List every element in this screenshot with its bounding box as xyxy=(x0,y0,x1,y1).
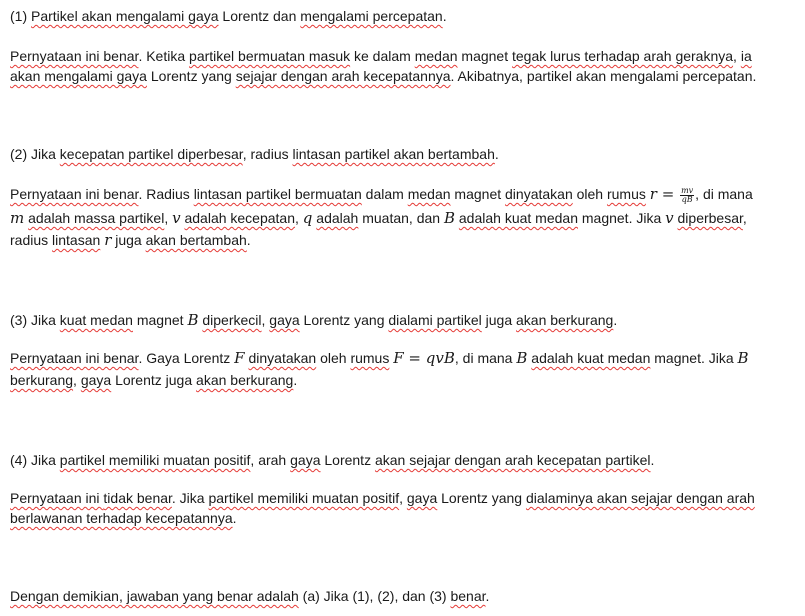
statement-4-explanation-line-1: Pernyataan ini tidak benar. Jika partikel memiliki muatan positif, gaya Lorentz yang dialaminya akan sejajar dengan arah xyxy=(10,490,755,506)
statement-4-explanation-line-2: berlawanan terhadap kecepatannya. xyxy=(10,510,237,526)
statement-2-explanation-line-1: Pernyataan ini benar. Radius lintasan partikel bermuatan dalam medan magnet dinyatakan oleh rumus r = $\frac{mv}{qB}$ , di mana xyxy=(10,185,753,204)
conclusion: Dengan demikian, jawaban yang benar adalah (a) Jika (1), (2), dan (3) benar. xyxy=(10,588,490,604)
statement-2-explanation-line-3: radius lintasan r juga akan bertambah. xyxy=(10,231,251,249)
radius-formula-fraction: $\frac{mv}{qB}$ xyxy=(681,185,694,204)
statement-3-claim: (3) Jika kuat medan magnet B diperkecil, gaya Lorentz yang dialami partikel juga akan berkurang. xyxy=(10,311,618,329)
statement-3-explanation-line-2: berkurang, gaya Lorentz juga akan berkurang. xyxy=(10,372,298,388)
statement-1-explanation-line-1: Pernyataan ini benar. Ketika partikel bermuatan masuk ke dalam medan magnet tegak lurus terhadap arah geraknya, ia xyxy=(10,48,752,64)
statement-4-claim: (4) Jika partikel memiliki muatan positif, arah gaya Lorentz akan sejajar dengan arah kecepatan partikel. xyxy=(10,452,655,468)
statement-3-explanation-line-1: Pernyataan ini benar. Gaya Lorentz F dinyatakan oleh rumus F = qvB, di mana B adalah kuat medan magnet. Jika B xyxy=(10,349,749,367)
statement-2-explanation-line-2: m adalah massa partikel, v adalah kecepatan, q adalah muatan, dan B adalah kuat medan magnet. Jika v diperbesar, xyxy=(10,209,747,227)
statement-2-claim: (2) Jika kecepatan partikel diperbesar, radius lintasan partikel akan bertambah. xyxy=(10,146,499,162)
math-r: r xyxy=(649,185,657,203)
statement-1-claim: (1) Partikel akan mengalami gaya Lorentz dan mengalami percepatan. xyxy=(10,8,447,24)
statement-1-explanation-line-2: akan mengalami gaya Lorentz yang sejajar dengan arah kecepatannya. Akibatnya, partikel akan mengalami percepatan. xyxy=(10,68,757,84)
